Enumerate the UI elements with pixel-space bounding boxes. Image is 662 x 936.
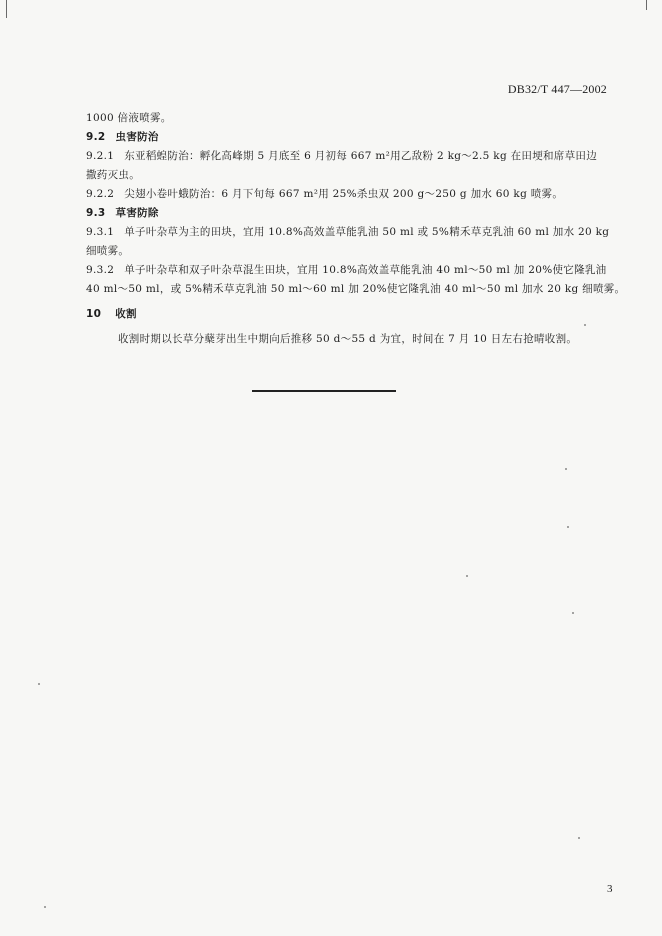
scan-speck [578, 837, 580, 839]
paragraph-text: 单子叶杂草为主的田块，宜用 10.8%高效盖草能乳油 50 ml 或 5%精禾草克乳油 60 ml 加水 20 kg [124, 226, 610, 238]
section-number: 9.2.2 [86, 188, 115, 200]
section-number: 9.2.1 [86, 150, 115, 162]
page-number: 3 [607, 883, 613, 895]
section-number: 10 [86, 308, 102, 320]
section-10-heading [86, 306, 137, 321]
scan-speck [572, 612, 574, 614]
section-9-2-1-line-a [86, 148, 597, 163]
section-9-3-1-line-a [86, 224, 609, 239]
section-9-3-2-line-b: 40 ml～50 ml，或 5%精禾草克乳油 50 ml～60 ml 加 20%使它隆乳油 40 ml～50 ml 加水 20 kg 细喷雾。 [86, 283, 626, 295]
section-number: 9.3 [86, 207, 106, 219]
section-9-3-1-line-b: 细喷雾。 [86, 245, 130, 257]
section-number: 9.3.2 [86, 264, 115, 276]
scan-edge-mark-top-right [646, 0, 647, 10]
section-9-2-heading [86, 129, 159, 144]
text-line-1: 1000 倍液喷雾。 [86, 112, 172, 124]
section-9-2-2-line [86, 186, 563, 201]
section-title: 收割 [115, 308, 137, 320]
paragraph-text: 尖翅小卷叶蛾防治：6 月下旬每 667 m²用 25%杀虫双 200 g～250 g 加水 60 kg 喷雾。 [124, 188, 564, 200]
section-9-3-heading [86, 205, 159, 220]
document-code: DB32/T 447—2002 [507, 82, 607, 96]
scan-speck [567, 526, 569, 528]
scan-speck [38, 683, 40, 685]
section-10-paragraph: 收割时期以长草分蘖芽出生中期向后推移 50 d～55 d 为宜，时间在 7 月 10 日左右抢晴收割。 [118, 333, 578, 345]
paragraph-text: 单子叶杂草和双子叶杂草混生田块，宜用 10.8%高效盖草能乳油 40 ml～50 ml 加 20%使它隆乳油 [124, 264, 607, 276]
scan-speck [584, 324, 586, 326]
end-separator-line [252, 390, 396, 392]
section-number: 9.3.1 [86, 226, 115, 238]
section-title: 草害防除 [115, 207, 159, 219]
paragraph-text: 东亚稻蝗防治：孵化高峰期 5 月底至 6 月初每 667 m²用乙敌粉 2 kg～2.5 kg 在田埂和席草田边 [124, 150, 598, 162]
section-number: 9.2 [86, 131, 106, 143]
scan-edge-mark-top-left [6, 0, 7, 18]
scan-speck [44, 906, 46, 908]
section-9-3-2-line-a [86, 262, 607, 277]
scan-speck [466, 575, 468, 577]
section-9-2-1-line-b: 撒药灭虫。 [86, 169, 140, 181]
section-title: 虫害防治 [115, 131, 159, 143]
scan-speck [565, 468, 567, 470]
